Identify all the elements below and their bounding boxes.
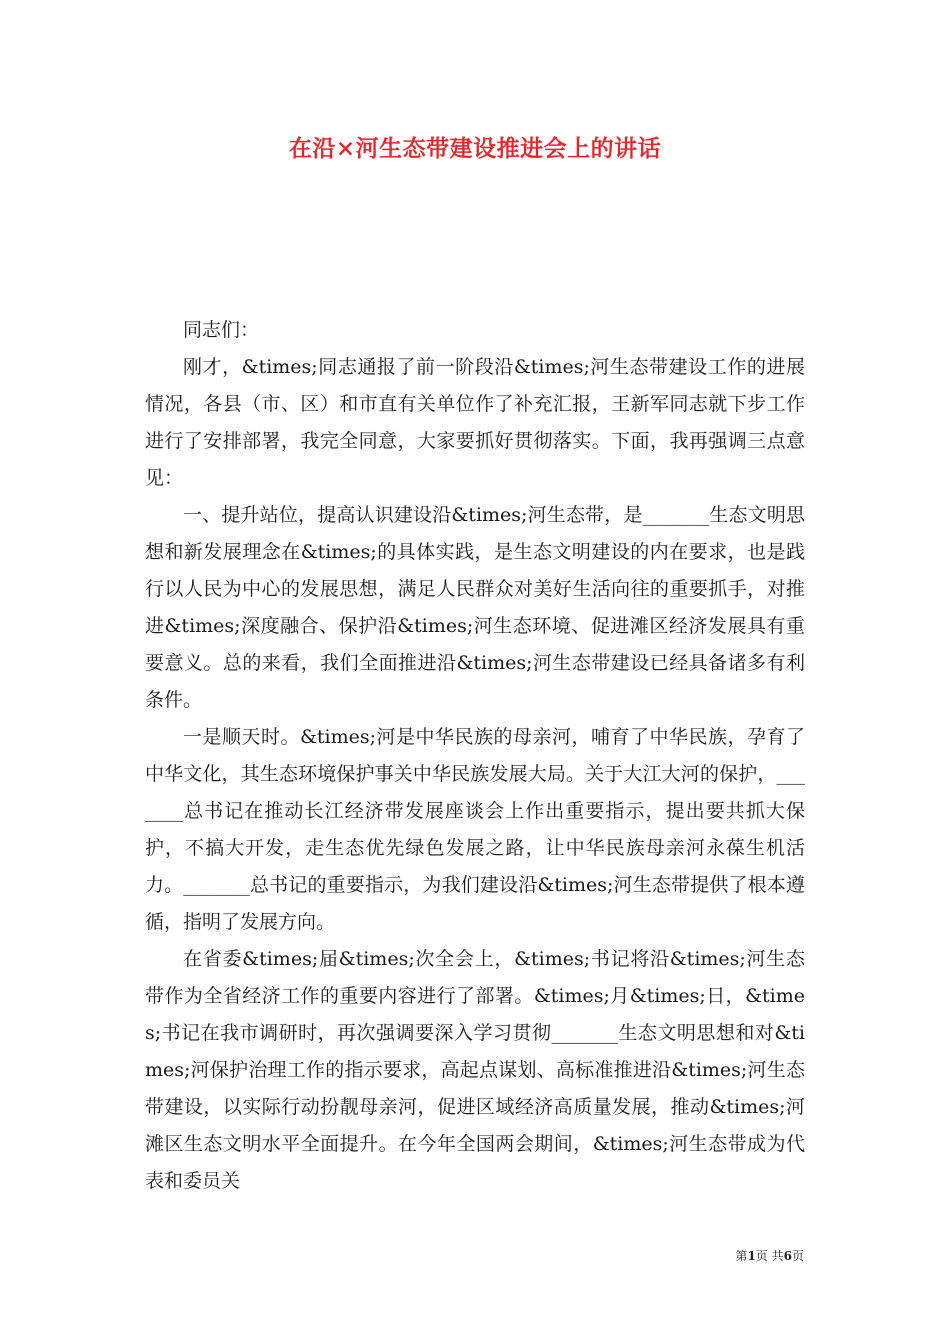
- footer-total-pages: 6: [783, 1249, 792, 1263]
- footer-current-page: 1: [747, 1249, 756, 1263]
- paragraph-provincial-meeting: 在省委&times;届&times;次全会上，&times;书记将沿&times;河生态带作为全省经济工作的重要内容进行了部署。&times;月&times;日，&times;书记在我市调研时，再次强调要深入学习贯彻_______生态文明思想和对&times;河保护治理工作的指示要求，高起点谋划、高标准推进沿&times;河生态带建设，以实际行动扮靓母亲河，促进区域经济高质量发展，推动&times;河滩区生态文明水平全面提升。在今年全国两会期间，&times;河生态带成为代表和委员关: [145, 948, 805, 1192]
- document-body: [145, 312, 805, 1200]
- document-title: 在沿×河生态带建设推进会上的讲话: [288, 135, 662, 162]
- footer-prefix: 第: [735, 1249, 748, 1263]
- paragraph-timing: 一是顺天时。&times;河是中华民族的母亲河，哺育了中华民族，孕育了中华文化，其生态环境保护事关中华民族发展大局。关于大江大河的保护，_______总书记在推动长江经济带发展座谈会上作出重要指示，提出要共抓大保护，不搞大开发，走生态优先绿色发展之路，让中华民族母亲河永葆生机活力。_______总书记的重要指示，为我们建设沿&times;河生态带提供了根本遵循，指明了发展方向。: [145, 726, 805, 933]
- footer-middle: 页 共: [755, 1249, 784, 1263]
- paragraph-salutation: 同志们：: [183, 319, 260, 341]
- paragraph-opening: 刚才，&times;同志通报了前一阶段沿&times;河生态带建设工作的进展情况，各县（市、区）和市直有关单位作了补充汇报，王新军同志就下步工作进行了安排部署，我完全同意，大家要抓好贯彻落实。下面，我再强调三点意见：: [145, 356, 805, 489]
- paragraph-point-one: 一、提升站位，提高认识建设沿&times;河生态带，是_______生态文明思想和新发展理念在&times;的具体实践，是生态文明建设的内在要求，也是践行以人民为中心的发展思想，满足人民群众对美好生活向往的重要抓手，对推进&times;深度融合、保护沿&times;河生态环境、促进滩区经济发展具有重要意义。总的来看，我们全面推进沿&times;河生态带建设已经具备诸多有利条件。: [145, 504, 805, 711]
- footer-suffix: 页: [791, 1249, 804, 1263]
- page-number-footer: [735, 1248, 804, 1264]
